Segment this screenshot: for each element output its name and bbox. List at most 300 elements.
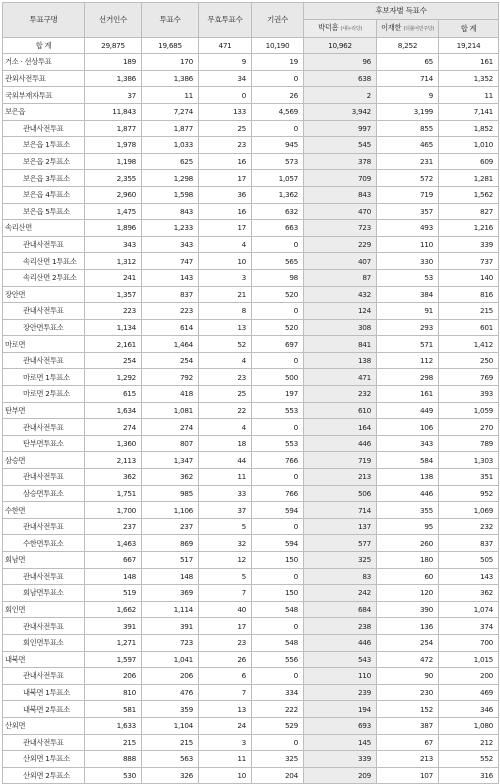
cell-electors: 1,134 — [85, 319, 142, 336]
row-name: 산외면 — [3, 717, 85, 734]
cell-candidate-1: 693 — [304, 717, 377, 734]
cell-candidate-2: 65 — [377, 54, 439, 71]
cell-abstain: 573 — [252, 153, 304, 170]
cell-candidate-sum: 140 — [439, 269, 499, 286]
cell-candidate-2: 53 — [377, 269, 439, 286]
table-row-sub — [3, 253, 499, 270]
cell-candidate-1: 446 — [304, 634, 377, 651]
cell-candidate-sum: 1,352 — [439, 70, 499, 87]
cell-candidate-sum: 1,010 — [439, 137, 499, 154]
cell-abstain: 26 — [252, 87, 304, 104]
cell-invalid: 11 — [199, 469, 252, 486]
table-row — [3, 452, 499, 469]
cell-invalid: 7 — [199, 585, 252, 602]
cell-candidate-2: 330 — [377, 253, 439, 270]
table-row — [3, 552, 499, 569]
cell-candidate-1: 137 — [304, 518, 377, 535]
cell-abstain: 0 — [252, 518, 304, 535]
cell-abstain: 19 — [252, 54, 304, 71]
cell-candidate-2: 230 — [377, 684, 439, 701]
row-name: 관내사전투표 — [3, 120, 85, 137]
row-name: 관외사전투표 — [3, 70, 85, 87]
cell-electors: 254 — [85, 352, 142, 369]
table-row-sub — [3, 585, 499, 602]
cell-voters: 1,464 — [142, 336, 199, 353]
cell-voters: 747 — [142, 253, 199, 270]
cell-candidate-sum: 161 — [439, 54, 499, 71]
cell-candidate-2: 390 — [377, 601, 439, 618]
cell-abstain: 766 — [252, 485, 304, 502]
cell-candidate-2: 9 — [377, 87, 439, 104]
header-area: 투표구명 — [3, 3, 85, 38]
cell-candidate-sum: 827 — [439, 203, 499, 220]
cell-candidate-1: 209 — [304, 767, 377, 784]
cell-invalid: 23 — [199, 137, 252, 154]
row-name: 장안면투표소 — [3, 319, 85, 336]
cell-electors: 1,896 — [85, 220, 142, 237]
cell-abstain: 204 — [252, 767, 304, 784]
cell-invalid: 25 — [199, 120, 252, 137]
table-row — [3, 220, 499, 237]
cell-candidate-1: 407 — [304, 253, 377, 270]
cell-candidate-2: 260 — [377, 535, 439, 552]
cell-candidate-1: 239 — [304, 684, 377, 701]
header-candidates-group: 후보자별 득표수 — [304, 3, 499, 20]
cell-voters: 148 — [142, 568, 199, 585]
cell-electors: 241 — [85, 269, 142, 286]
cell-candidate-sum: 250 — [439, 352, 499, 369]
row-name: 속리산면 — [3, 220, 85, 237]
cell-invalid: 6 — [199, 668, 252, 685]
table-row-sub — [3, 186, 499, 203]
cell-invalid: 32 — [199, 535, 252, 552]
cell-abstain: 663 — [252, 220, 304, 237]
cell-candidate-2: 387 — [377, 717, 439, 734]
cell-candidate-sum: 393 — [439, 386, 499, 403]
cell-electors: 37 — [85, 87, 142, 104]
cell-candidate-2: 95 — [377, 518, 439, 535]
cell-electors: 667 — [85, 552, 142, 569]
cell-voters: 614 — [142, 319, 199, 336]
cell-electors: 343 — [85, 236, 142, 253]
cell-electors: 237 — [85, 518, 142, 535]
cell-candidate-1: 164 — [304, 419, 377, 436]
cell-electors: 2,355 — [85, 170, 142, 187]
cell-candidate-2: 254 — [377, 634, 439, 651]
cell-abstain: 0 — [252, 618, 304, 635]
cell-electors: 1,360 — [85, 435, 142, 452]
cell-abstain: 150 — [252, 585, 304, 602]
cell-candidate-2: 298 — [377, 369, 439, 386]
cell-candidate-2: 138 — [377, 469, 439, 486]
cell-candidate-sum: 7,141 — [439, 103, 499, 120]
cell-voters: 1,233 — [142, 220, 199, 237]
total-row — [3, 37, 499, 54]
cell-invalid: 16 — [199, 203, 252, 220]
total-candidate-2: 8,252 — [377, 37, 439, 54]
cell-candidate-2: 446 — [377, 485, 439, 502]
cell-abstain: 150 — [252, 552, 304, 569]
row-name: 마로면 — [3, 336, 85, 353]
total-candidate-sum: 19,214 — [439, 37, 499, 54]
row-name: 국외부재자투표 — [3, 87, 85, 104]
cell-candidate-sum: 816 — [439, 286, 499, 303]
row-name: 회인면 — [3, 601, 85, 618]
cell-electors: 1,597 — [85, 651, 142, 668]
cell-abstain: 594 — [252, 535, 304, 552]
cell-candidate-1: 229 — [304, 236, 377, 253]
cell-abstain: 548 — [252, 601, 304, 618]
cell-candidate-1: 83 — [304, 568, 377, 585]
cell-electors: 888 — [85, 751, 142, 768]
table-row-sub — [3, 751, 499, 768]
cell-voters: 792 — [142, 369, 199, 386]
cell-candidate-1: 719 — [304, 452, 377, 469]
cell-voters: 170 — [142, 54, 199, 71]
row-name: 내북면 2투표소 — [3, 701, 85, 718]
cell-abstain: 697 — [252, 336, 304, 353]
cell-invalid: 34 — [199, 70, 252, 87]
cell-candidate-2: 584 — [377, 452, 439, 469]
table-row — [3, 601, 499, 618]
cell-abstain: 556 — [252, 651, 304, 668]
row-name: 마로면 1투표소 — [3, 369, 85, 386]
cell-electors: 1,292 — [85, 369, 142, 386]
row-name: 회남면투표소 — [3, 585, 85, 602]
cell-abstain: 520 — [252, 319, 304, 336]
cell-invalid: 26 — [199, 651, 252, 668]
cell-electors: 1,198 — [85, 153, 142, 170]
cell-candidate-sum: 1,216 — [439, 220, 499, 237]
cell-voters: 837 — [142, 286, 199, 303]
row-name: 관내사전투표 — [3, 734, 85, 751]
cell-candidate-2: 719 — [377, 186, 439, 203]
row-name: 내북면 1투표소 — [3, 684, 85, 701]
row-name: 보은읍 4투표소 — [3, 186, 85, 203]
cell-candidate-2: 67 — [377, 734, 439, 751]
cell-electors: 1,463 — [85, 535, 142, 552]
total-abstain: 10,190 — [252, 37, 304, 54]
cell-candidate-1: 110 — [304, 668, 377, 685]
cell-candidate-sum: 1,015 — [439, 651, 499, 668]
header-electors: 선거인수 — [85, 3, 142, 38]
candidate-party: (더불어민주당) — [403, 25, 434, 32]
cell-candidate-sum: 351 — [439, 469, 499, 486]
cell-invalid: 3 — [199, 734, 252, 751]
cell-candidate-1: 325 — [304, 552, 377, 569]
cell-electors: 206 — [85, 668, 142, 685]
cell-candidate-1: 709 — [304, 170, 377, 187]
cell-invalid: 4 — [199, 419, 252, 436]
cell-candidate-1: 242 — [304, 585, 377, 602]
cell-candidate-sum: 11 — [439, 87, 499, 104]
cell-voters: 1,104 — [142, 717, 199, 734]
row-name: 삼승면 — [3, 452, 85, 469]
row-name: 산외면 1투표소 — [3, 751, 85, 768]
header-voters: 투표수 — [142, 3, 199, 38]
cell-voters: 1,347 — [142, 452, 199, 469]
candidate-name: 박덕흠 — [318, 22, 339, 32]
cell-candidate-2: 110 — [377, 236, 439, 253]
cell-candidate-sum: 346 — [439, 701, 499, 718]
cell-invalid: 17 — [199, 170, 252, 187]
cell-candidate-1: 577 — [304, 535, 377, 552]
cell-candidate-sum: 552 — [439, 751, 499, 768]
cell-candidate-2: 465 — [377, 137, 439, 154]
cell-candidate-sum: 143 — [439, 568, 499, 585]
cell-candidate-sum: 601 — [439, 319, 499, 336]
cell-abstain: 0 — [252, 236, 304, 253]
cell-voters: 625 — [142, 153, 199, 170]
candidate-party: (새누리당) — [340, 25, 362, 32]
cell-voters: 215 — [142, 734, 199, 751]
cell-candidate-2: 90 — [377, 668, 439, 685]
row-name: 산외면 2투표소 — [3, 767, 85, 784]
cell-abstain: 197 — [252, 386, 304, 403]
cell-voters: 237 — [142, 518, 199, 535]
cell-invalid: 12 — [199, 552, 252, 569]
cell-electors: 223 — [85, 303, 142, 320]
cell-candidate-1: 841 — [304, 336, 377, 353]
cell-candidate-sum: 1,562 — [439, 186, 499, 203]
cell-invalid: 133 — [199, 103, 252, 120]
table-row-sub — [3, 419, 499, 436]
cell-electors: 189 — [85, 54, 142, 71]
cell-invalid: 44 — [199, 452, 252, 469]
cell-invalid: 10 — [199, 253, 252, 270]
cell-voters: 206 — [142, 668, 199, 685]
cell-abstain: 529 — [252, 717, 304, 734]
cell-candidate-1: 138 — [304, 352, 377, 369]
cell-candidate-1: 543 — [304, 651, 377, 668]
cell-abstain: 0 — [252, 303, 304, 320]
table-row-sub — [3, 153, 499, 170]
cell-electors: 1,700 — [85, 502, 142, 519]
cell-abstain: 766 — [252, 452, 304, 469]
cell-voters: 11 — [142, 87, 199, 104]
table-row — [3, 87, 499, 104]
cell-electors: 1,357 — [85, 286, 142, 303]
cell-voters: 274 — [142, 419, 199, 436]
table-row-sub — [3, 137, 499, 154]
total-candidate-1: 10,962 — [304, 37, 377, 54]
cell-candidate-2: 449 — [377, 402, 439, 419]
cell-electors: 581 — [85, 701, 142, 718]
cell-electors: 148 — [85, 568, 142, 585]
cell-electors: 1,751 — [85, 485, 142, 502]
election-results-table — [2, 2, 499, 784]
cell-invalid: 17 — [199, 618, 252, 635]
cell-candidate-sum: 1,059 — [439, 402, 499, 419]
cell-invalid: 7 — [199, 684, 252, 701]
cell-voters: 1,106 — [142, 502, 199, 519]
cell-abstain: 0 — [252, 469, 304, 486]
cell-candidate-2: 180 — [377, 552, 439, 569]
cell-invalid: 4 — [199, 352, 252, 369]
cell-candidate-2: 493 — [377, 220, 439, 237]
row-name: 관내사전투표 — [3, 303, 85, 320]
table-row-sub — [3, 170, 499, 187]
table-row-sub — [3, 369, 499, 386]
header-candidate-1 — [304, 19, 377, 37]
cell-voters: 1,386 — [142, 70, 199, 87]
row-name: 관내사전투표 — [3, 518, 85, 535]
candidate-name: 이재한 — [381, 22, 402, 32]
row-name: 관내사전투표 — [3, 352, 85, 369]
cell-candidate-2: 384 — [377, 286, 439, 303]
cell-invalid: 0 — [199, 87, 252, 104]
cell-abstain: 4,569 — [252, 103, 304, 120]
cell-electors: 1,633 — [85, 717, 142, 734]
row-name: 속리산면 1투표소 — [3, 253, 85, 270]
cell-voters: 807 — [142, 435, 199, 452]
header-candidate-total — [439, 19, 499, 37]
table-row-sub — [3, 734, 499, 751]
cell-candidate-1: 506 — [304, 485, 377, 502]
cell-candidate-2: 293 — [377, 319, 439, 336]
cell-invalid: 24 — [199, 717, 252, 734]
cell-candidate-2: 714 — [377, 70, 439, 87]
table-row — [3, 502, 499, 519]
table-row — [3, 54, 499, 71]
cell-candidate-2: 152 — [377, 701, 439, 718]
cell-candidate-2: 161 — [377, 386, 439, 403]
cell-candidate-2: 136 — [377, 618, 439, 635]
row-name: 관내사전투표 — [3, 236, 85, 253]
cell-abstain: 334 — [252, 684, 304, 701]
cell-invalid: 13 — [199, 319, 252, 336]
cell-candidate-2: 572 — [377, 170, 439, 187]
cell-electors: 362 — [85, 469, 142, 486]
cell-voters: 843 — [142, 203, 199, 220]
cell-electors: 615 — [85, 386, 142, 403]
cell-candidate-1: 145 — [304, 734, 377, 751]
cell-candidate-2: 120 — [377, 585, 439, 602]
cell-candidate-sum: 1,852 — [439, 120, 499, 137]
cell-candidate-1: 124 — [304, 303, 377, 320]
total-electors: 29,875 — [85, 37, 142, 54]
cell-invalid: 37 — [199, 502, 252, 519]
cell-voters: 1,877 — [142, 120, 199, 137]
cell-candidate-sum: 316 — [439, 767, 499, 784]
cell-candidate-2: 112 — [377, 352, 439, 369]
cell-candidate-sum: 609 — [439, 153, 499, 170]
row-name: 보은읍 3투표소 — [3, 170, 85, 187]
cell-abstain: 945 — [252, 137, 304, 154]
row-name: 관내사전투표 — [3, 568, 85, 585]
table-row-sub — [3, 303, 499, 320]
cell-invalid: 23 — [199, 369, 252, 386]
cell-candidate-sum: 837 — [439, 535, 499, 552]
cell-electors: 1,662 — [85, 601, 142, 618]
cell-candidate-sum: 339 — [439, 236, 499, 253]
table-row — [3, 717, 499, 734]
cell-invalid: 10 — [199, 767, 252, 784]
cell-candidate-sum: 232 — [439, 518, 499, 535]
cell-candidate-sum: 1,412 — [439, 336, 499, 353]
cell-candidate-1: 432 — [304, 286, 377, 303]
cell-electors: 1,978 — [85, 137, 142, 154]
table-row-sub — [3, 701, 499, 718]
cell-candidate-2: 60 — [377, 568, 439, 585]
table-header — [3, 3, 499, 38]
cell-candidate-sum: 952 — [439, 485, 499, 502]
cell-voters: 563 — [142, 751, 199, 768]
cell-voters: 869 — [142, 535, 199, 552]
cell-electors: 2,960 — [85, 186, 142, 203]
cell-candidate-1: 2 — [304, 87, 377, 104]
total-voters: 19,685 — [142, 37, 199, 54]
cell-voters: 343 — [142, 236, 199, 253]
cell-voters: 1,041 — [142, 651, 199, 668]
cell-abstain: 325 — [252, 751, 304, 768]
cell-invalid: 8 — [199, 303, 252, 320]
cell-abstain: 0 — [252, 568, 304, 585]
table-row-sub — [3, 352, 499, 369]
cell-abstain: 0 — [252, 352, 304, 369]
table-row — [3, 70, 499, 87]
table-row-sub — [3, 120, 499, 137]
cell-abstain: 1,362 — [252, 186, 304, 203]
table-row-sub — [3, 668, 499, 685]
cell-invalid: 11 — [199, 751, 252, 768]
table-row — [3, 651, 499, 668]
cell-candidate-sum: 469 — [439, 684, 499, 701]
cell-candidate-2: 91 — [377, 303, 439, 320]
cell-invalid: 23 — [199, 634, 252, 651]
row-name: 거소 · 선상투표 — [3, 54, 85, 71]
table-row-sub — [3, 518, 499, 535]
cell-voters: 359 — [142, 701, 199, 718]
row-name: 관내사전투표 — [3, 668, 85, 685]
cell-voters: 391 — [142, 618, 199, 635]
cell-electors: 1,877 — [85, 120, 142, 137]
table-row-sub — [3, 236, 499, 253]
cell-electors: 2,113 — [85, 452, 142, 469]
cell-abstain: 0 — [252, 120, 304, 137]
row-name: 회남면 — [3, 552, 85, 569]
row-name: 보은읍 2투표소 — [3, 153, 85, 170]
cell-invalid: 33 — [199, 485, 252, 502]
table-row-sub — [3, 386, 499, 403]
cell-candidate-2: 472 — [377, 651, 439, 668]
cell-candidate-2: 107 — [377, 767, 439, 784]
cell-candidate-1: 997 — [304, 120, 377, 137]
cell-electors: 215 — [85, 734, 142, 751]
table-row-sub — [3, 319, 499, 336]
cell-voters: 1,298 — [142, 170, 199, 187]
cell-electors: 810 — [85, 684, 142, 701]
cell-invalid: 13 — [199, 701, 252, 718]
cell-candidate-sum: 362 — [439, 585, 499, 602]
cell-abstain: 594 — [252, 502, 304, 519]
cell-candidate-2: 343 — [377, 435, 439, 452]
cell-candidate-sum: 700 — [439, 634, 499, 651]
table-row-sub — [3, 618, 499, 635]
row-name: 보은읍 1투표소 — [3, 137, 85, 154]
cell-invalid: 25 — [199, 386, 252, 403]
cell-candidate-1: 213 — [304, 469, 377, 486]
cell-voters: 1,081 — [142, 402, 199, 419]
cell-electors: 11,843 — [85, 103, 142, 120]
table-row — [3, 103, 499, 120]
cell-candidate-1: 545 — [304, 137, 377, 154]
table-row — [3, 336, 499, 353]
cell-abstain: 553 — [252, 435, 304, 452]
candidate-total-label: 합 계 — [460, 23, 477, 33]
cell-voters: 418 — [142, 386, 199, 403]
cell-electors: 2,161 — [85, 336, 142, 353]
